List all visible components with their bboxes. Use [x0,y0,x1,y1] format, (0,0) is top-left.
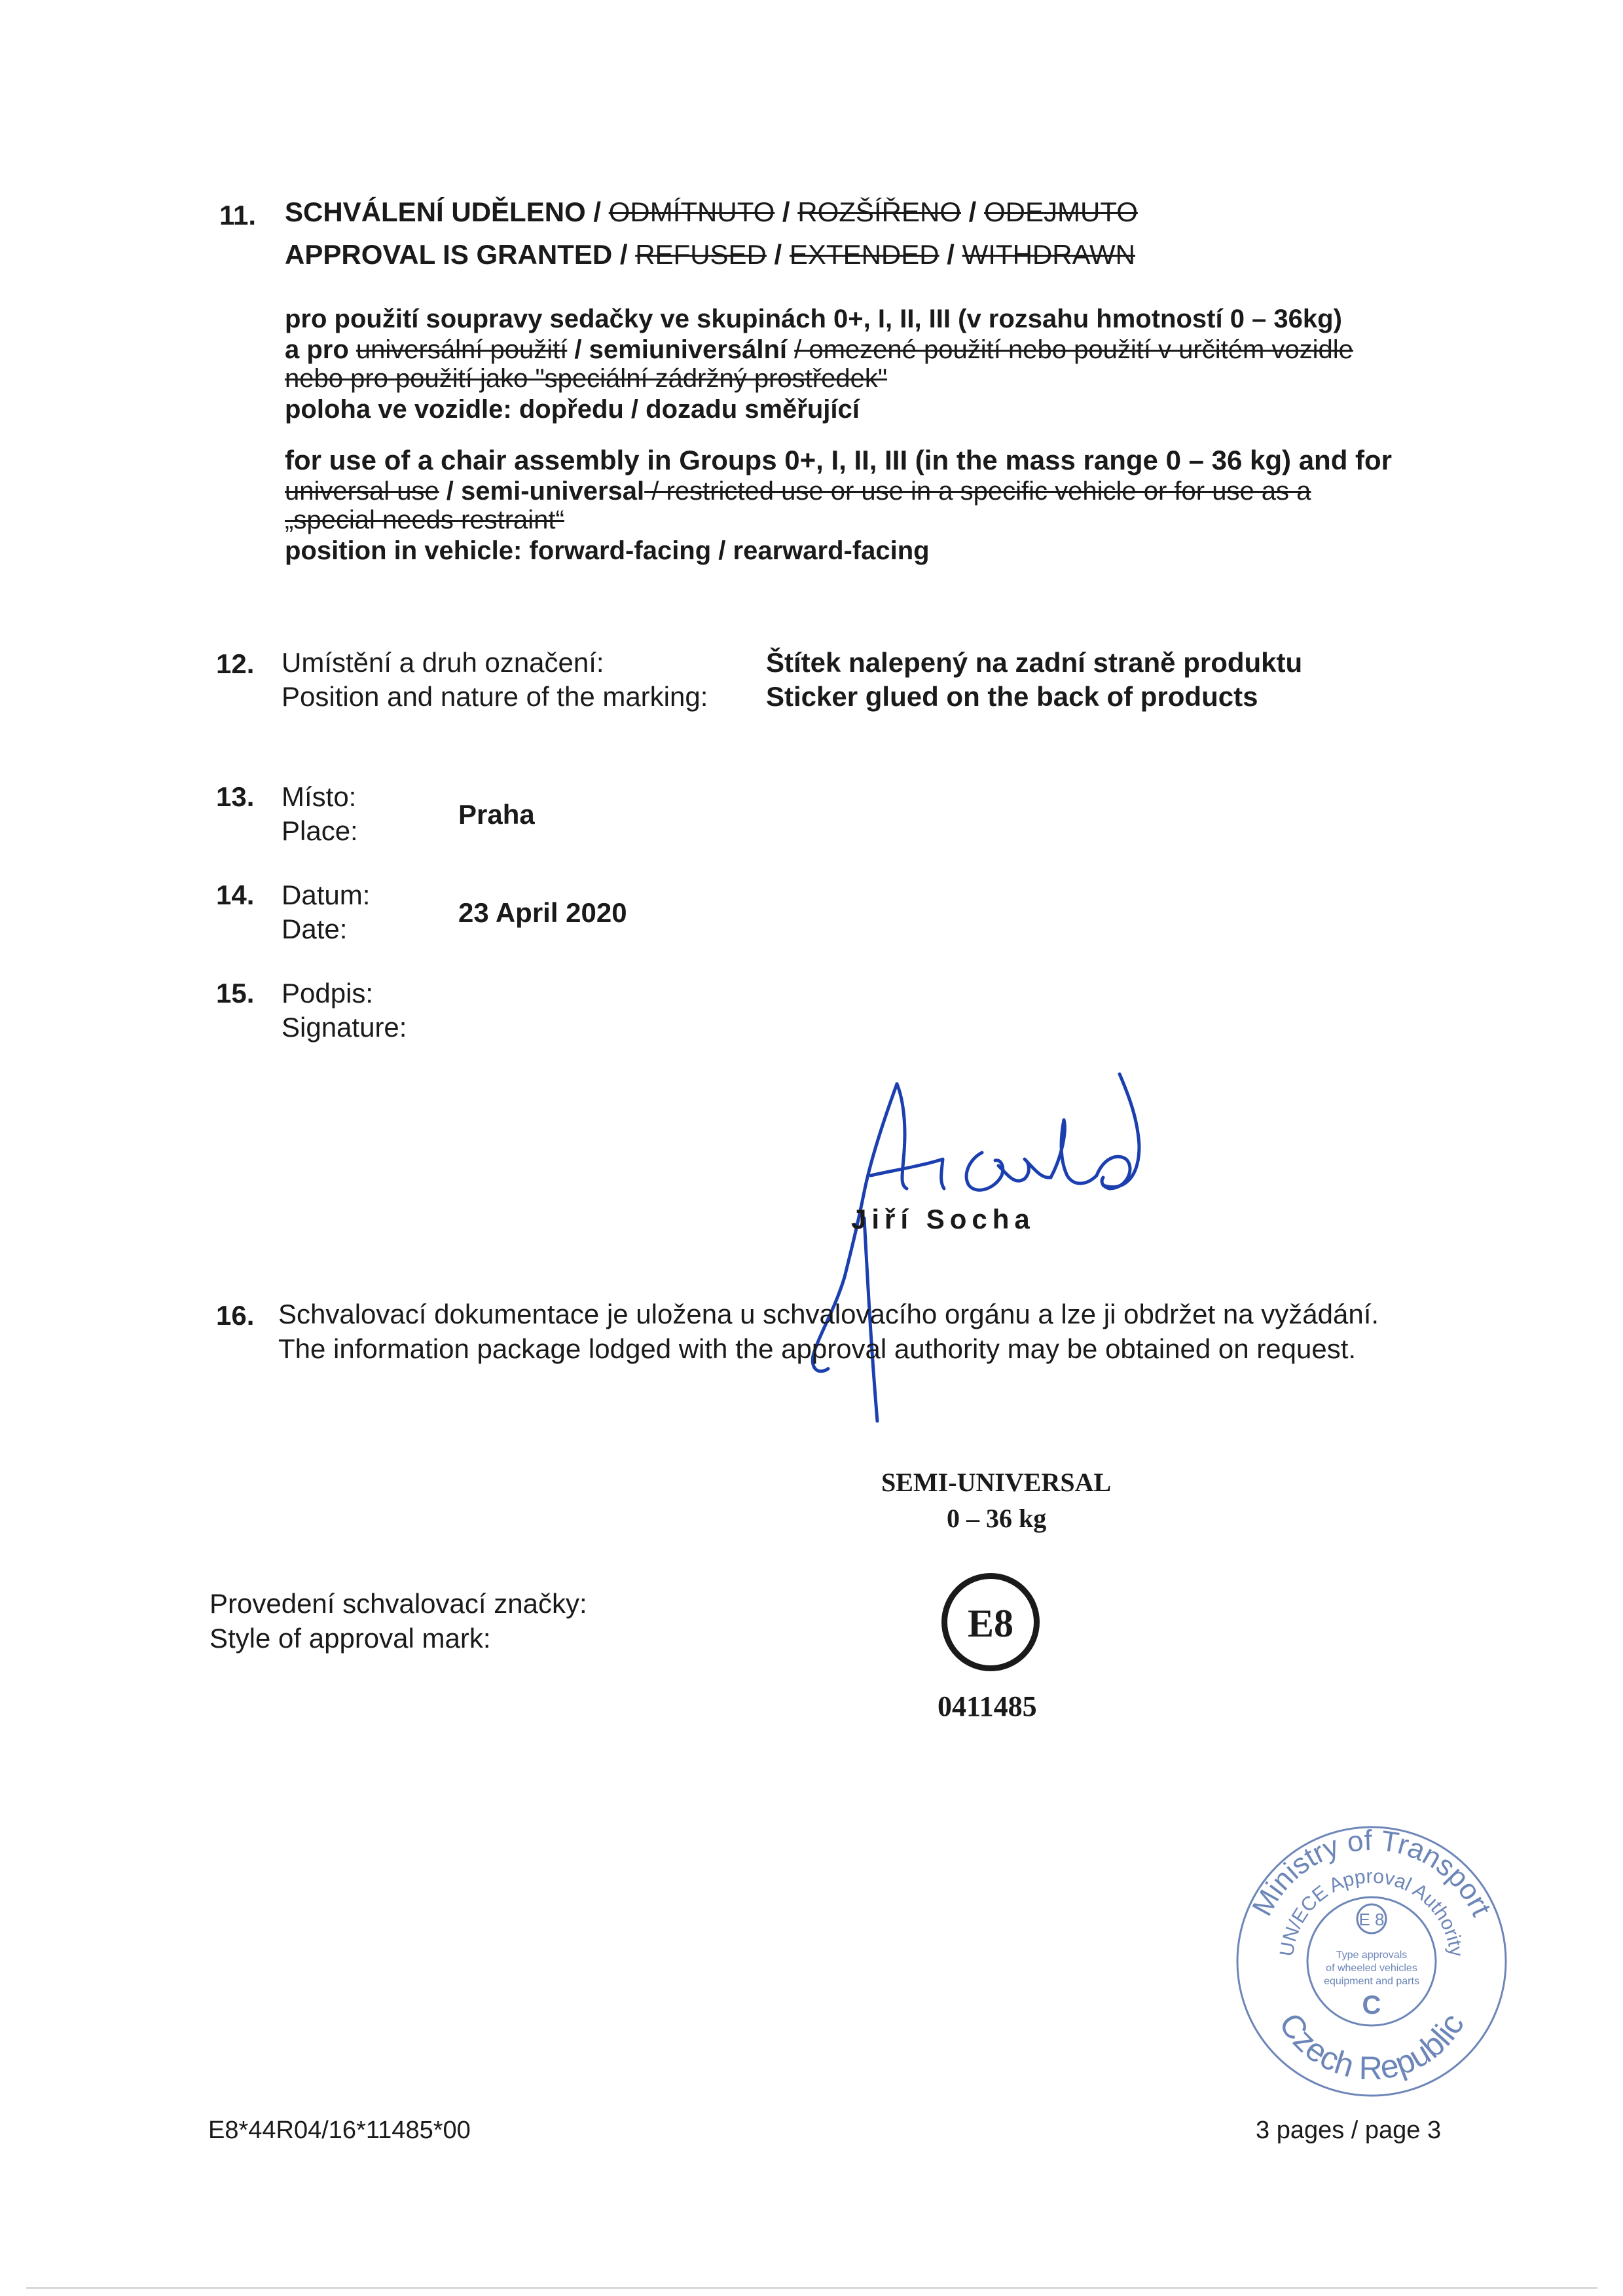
struck-text: / restricted use or use in a specific vehicle or for use as a [644,477,1311,506]
text: a pro [285,335,356,364]
e-mark-symbol [941,1573,1040,1671]
documentation-note-cz: Schvalovací dokumentace je uložena u schvalovacího orgánu a lze ji obdržet na vyžádání. [278,1299,1379,1329]
separator: / [766,239,790,270]
approval-mark-label-cz: Provedení schvalovací značky: [210,1588,587,1619]
stamp-arc-inner: UN/ECE Approval Authority [1275,1865,1467,1958]
section-16-number: 16. [216,1300,255,1331]
separator: / [612,239,636,270]
use-description-cz [285,303,1353,426]
section-12-number: 12. [216,648,255,679]
use-line-cz-1: pro použití soupravy sedačky ve skupinách 0+, I, II, III (v rozsahu hmotností 0 – 36kg) [285,305,1342,333]
struck-text: universal use [285,477,439,506]
stamp-arc-bottom: Czech Republic [1271,2006,1472,2087]
page-bottom-edge [26,2287,1597,2289]
approval-mark-label-en: Style of approval mark: [210,1623,491,1654]
date-value: 23 April 2020 [458,897,627,928]
status-granted-en: APPROVAL IS GRANTED [285,239,613,270]
marking-value-en: Sticker glued on the back of products [766,681,1258,712]
use-line-en-2 [285,477,1392,506]
section-11-number: 11. [219,200,257,231]
use-description-en [285,444,1392,567]
official-stamp [1231,1821,1512,2102]
marking-label-cz: Umístění a druh označení: [282,647,604,678]
handwritten-signature [773,1061,1165,1428]
use-line-en-1: for use of a chair assembly in Groups 0+, I, II, III (in the mass range 0 – 36 kg) and for [285,445,1393,475]
stamp-line-1: Type approvals [1336,1950,1408,1961]
footer-page-count: 3 pages / page 3 [1256,2117,1442,2144]
use-line-en-4: position in vehicle: forward-facing / rearward-facing [285,536,930,565]
e-mark-text: E8 [967,1602,1014,1645]
footer-approval-number: E8*44R04/16*11485*00 [208,2117,471,2144]
use-line-cz-4: poloha ve vozidle: dopředu / dozadu směřující [285,395,860,424]
stamp-symbol: E 8 [1359,1910,1385,1929]
documentation-note-en: The information package lodged with the approval authority may be obtained on request. [278,1333,1357,1364]
stamp-line-2: of wheeled vehicles [1326,1963,1417,1974]
status-extended-en: EXTENDED [789,239,939,270]
use-line-en-3: „special needs restraint“ [285,506,564,534]
approval-mass-range: 0 – 36 kg [947,1504,1047,1533]
section-13-number: 13. [216,781,255,812]
text: / semi-universal [439,477,645,506]
place-value: Praha [458,799,535,830]
separator: / [960,196,984,227]
signature-label-cz: Podpis: [282,978,374,1009]
separator: / [775,196,798,227]
status-granted-cz: SCHVÁLENÍ UDĚLENO [285,196,586,227]
separator: / [939,239,962,270]
section-15-number: 15. [216,978,255,1009]
status-withdrawn-en: WITHDRAWN [962,239,1136,270]
text: / semiuniversální [567,335,795,364]
stamp-arc-top: Ministry of Transport [1246,1824,1498,1921]
approval-status-cz [285,196,1138,228]
status-withdrawn-cz: ODEJMUTO [983,196,1138,227]
approval-category: SEMI-UNIVERSAL [881,1468,1112,1497]
separator: / [585,196,609,227]
signer-name: Jiří Socha [851,1204,1035,1234]
approval-number: 0411485 [938,1690,1037,1722]
stamp-letter: C [1362,1991,1381,2020]
date-label-cz: Datum: [282,880,371,910]
use-line-cz-3: nebo pro použití jako "speciální zádržný prostředek" [285,364,888,393]
approval-status-en [285,239,1135,270]
status-refused-en: REFUSED [635,239,767,270]
struck-text: universální použití [356,335,568,364]
stamp-line-3: equipment and parts [1324,1976,1419,1987]
status-extended-cz: ROZŠÍŘENO [797,196,961,227]
marking-label-en: Position and nature of the marking: [282,681,708,712]
section-14-number: 14. [216,880,255,910]
place-label-en: Place: [282,815,358,846]
place-label-cz: Místo: [282,781,357,812]
marking-value-cz: Štítek nalepený na zadní straně produktu [766,647,1303,678]
struck-text: / omezené použití nebo použití v určitém vozidle [794,335,1353,364]
status-refused-cz: ODMÍTNUTO [608,196,775,227]
use-line-cz-2 [285,335,1353,364]
signature-label-en: Signature: [282,1012,407,1043]
date-label-en: Date: [282,914,348,944]
